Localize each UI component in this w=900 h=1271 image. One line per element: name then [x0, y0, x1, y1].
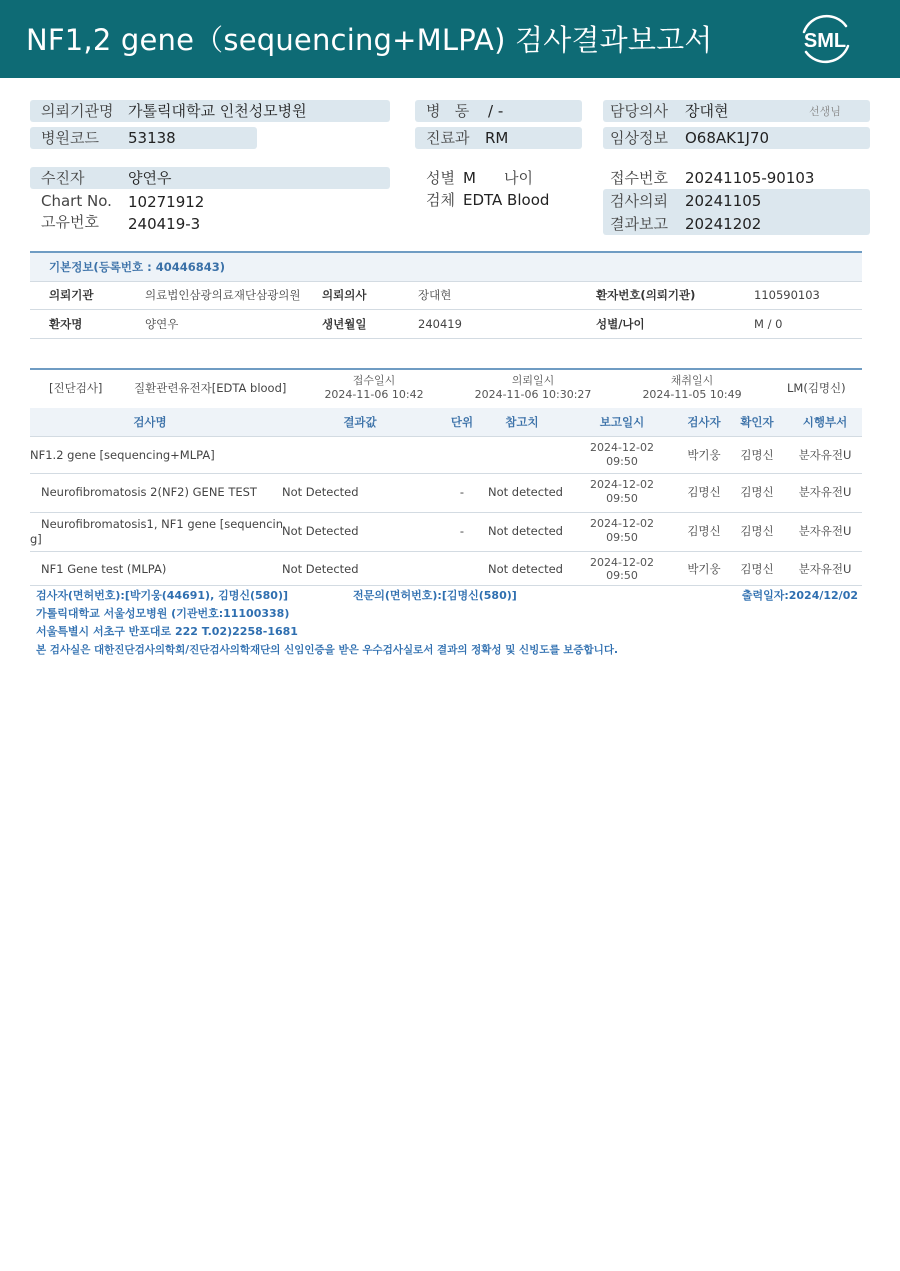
- basic-name-label: 환자명: [49, 317, 83, 331]
- col-test-name: 검사명: [133, 415, 167, 429]
- report-header: [0, 0, 900, 78]
- col-report-date: 보고일시: [599, 415, 645, 429]
- row-tester: 박기웅: [687, 562, 721, 576]
- col-ref: 참고치: [505, 415, 539, 429]
- diag-receipt-value: 2024-11-06 10:42: [324, 388, 424, 401]
- footer-hospital: 가톨릭대학교 서울성모병원 (기관번호:11100338): [36, 607, 290, 620]
- age-label: 나이: [504, 169, 533, 187]
- row-dept: 분자유전U: [798, 524, 852, 538]
- row-confirmer: 김명신: [740, 562, 774, 576]
- sex-label: 성별: [426, 169, 455, 187]
- diag-type: [진단검사]: [49, 381, 103, 395]
- basic-org-value: 의료법인삼광의료재단삼광의원: [145, 288, 301, 302]
- results-header-line: [30, 436, 862, 437]
- receipt-value: 20241105-90103: [685, 169, 815, 187]
- row-tester: 박기웅: [687, 448, 721, 462]
- receipt-label: 접수번호: [610, 169, 668, 187]
- row-report-time: 09:50: [606, 531, 638, 544]
- doctor-value: 장대현: [685, 102, 729, 120]
- footer-testers: 검사자(면허번호):[박기웅(44691), 김명신(580)]: [36, 589, 288, 602]
- hosp-code-value: 53138: [128, 129, 176, 147]
- request-label: 검사의뢰: [610, 192, 668, 210]
- unique-value: 240419-3: [128, 215, 201, 233]
- row-confirmer: 김명신: [740, 524, 774, 538]
- ward-value: / -: [488, 102, 504, 120]
- row-report-date: 2024-12-02: [590, 441, 654, 454]
- basic-birth-label: 생년월일: [322, 317, 367, 331]
- diag-collect-label: 채취일시: [670, 374, 714, 387]
- basic-pid-value: 110590103: [754, 288, 820, 302]
- row-ref: Not detected: [488, 485, 563, 499]
- basic-title: 기본정보(등록번호 : 40446843): [49, 260, 226, 274]
- diag-receipt-label: 접수일시: [352, 374, 396, 387]
- basic-line-3: [30, 338, 862, 339]
- basic-doc-label: 의뢰의사: [322, 288, 367, 302]
- req-org-value: 가톨릭대학교 인천성모병원: [128, 102, 307, 120]
- row-confirmer: 김명신: [740, 448, 774, 462]
- request-value: 20241105: [685, 192, 762, 210]
- row-line-3: [30, 585, 862, 586]
- diag-lm: LM(김명신): [787, 381, 846, 395]
- basic-line-1: [30, 281, 862, 282]
- specimen-value: EDTA Blood: [463, 191, 550, 209]
- report-label: 결과보고: [610, 215, 668, 233]
- basic-pid-label: 환자번호(의뢰기관): [596, 288, 696, 302]
- diag-top-line: [30, 368, 862, 370]
- row-dept: 분자유전U: [798, 485, 852, 499]
- row-report-time: 09:50: [606, 455, 638, 468]
- row-report-date: 2024-12-02: [590, 478, 654, 491]
- row-report-time: 09:50: [606, 492, 638, 505]
- hosp-code-label: 병원코드: [41, 129, 99, 147]
- row-line-0: [30, 473, 862, 474]
- patient-value: 양연우: [128, 169, 172, 187]
- footer-specialist: 전문의(면허번호):[김명신(580)]: [353, 589, 517, 602]
- row-line-2: [30, 551, 862, 552]
- doctor-suffix: 선생님: [809, 105, 841, 118]
- col-dept: 시행부서: [802, 415, 848, 429]
- specimen-label: 검체: [426, 191, 455, 209]
- dept-value: RM: [485, 129, 509, 147]
- row-dept: 분자유전U: [798, 562, 852, 576]
- footer-print-date: 출력일자:2024/12/02: [741, 589, 858, 602]
- row-dept: 분자유전U: [798, 448, 852, 462]
- chart-label: Chart No.: [41, 192, 112, 210]
- chart-value: 10271912: [128, 193, 205, 211]
- row-tester: 김명신: [687, 524, 721, 538]
- basic-birth-value: 240419: [418, 317, 462, 331]
- unique-label: 고유번호: [41, 213, 99, 231]
- basic-sexage-label: 성별/나이: [596, 317, 645, 331]
- diag-request-label: 의뢰일시: [511, 374, 555, 387]
- row-test-name: NF1 Gene test (MLPA): [41, 562, 167, 576]
- basic-name-value: 양연우: [145, 317, 179, 331]
- basic-org-label: 의뢰기관: [49, 288, 94, 302]
- basic-line-2: [30, 309, 862, 310]
- diag-test: 질환관련유전자[EDTA blood]: [134, 381, 287, 395]
- patient-label: 수진자: [41, 169, 85, 187]
- row-ref: Not detected: [488, 524, 563, 538]
- row-report-date: 2024-12-02: [590, 556, 654, 569]
- row-test-name: NF1.2 gene [sequencing+MLPA]: [30, 448, 215, 462]
- report-title: NF1,2 gene（sequencing+MLPA) 검사결과보고서: [26, 23, 713, 57]
- diag-collect-value: 2024-11-05 10:49: [642, 388, 742, 401]
- row-unit: -: [459, 485, 465, 499]
- col-tester: 검사자: [687, 415, 721, 429]
- col-result: 결과값: [343, 415, 377, 429]
- row-line-1: [30, 512, 862, 513]
- footer-certification: 본 검사실은 대한진단검사의학회/진단검사의학재단의 신임인증을 받은 우수검사실로서 결과의 정확성 및 신빙도를 보증합니다.: [36, 644, 618, 656]
- clinical-value: O68AK1J70: [685, 129, 770, 147]
- basic-sexage-value: M / 0: [754, 317, 783, 331]
- row-report-time: 09:50: [606, 569, 638, 582]
- dept-label: 진료과: [426, 129, 470, 147]
- row-test-name: Neurofibromatosis 2(NF2) GENE TEST: [41, 485, 257, 499]
- row-result: Not Detected: [282, 485, 359, 499]
- row-result: Not Detected: [282, 562, 359, 576]
- sml-logo-text: SML: [803, 30, 847, 52]
- row-confirmer: 김명신: [740, 485, 774, 499]
- req-org-label: 의뢰기관명: [41, 102, 114, 120]
- row-report-date: 2024-12-02: [590, 517, 654, 530]
- row-ref: Not detected: [488, 562, 563, 576]
- row-test-name: Neurofibromatosis1, NF1 gene [sequencin: [41, 517, 284, 531]
- sex-value: M: [463, 169, 476, 187]
- report-value: 20241202: [685, 215, 762, 233]
- clinical-label: 임상정보: [610, 129, 668, 147]
- doctor-label: 담당의사: [610, 102, 668, 120]
- ward-label: 병 동: [426, 102, 470, 120]
- footer-address: 서울특별시 서초구 반포대로 222 T.02)2258-1681: [36, 625, 298, 638]
- row-unit: -: [459, 524, 465, 538]
- row-tester: 김명신: [687, 485, 721, 499]
- col-unit: 단위: [450, 415, 474, 429]
- basic-doc-value: 장대현: [418, 288, 452, 302]
- diag-request-value: 2024-11-06 10:30:27: [474, 388, 592, 401]
- col-confirmer: 확인자: [740, 415, 774, 429]
- row-result: Not Detected: [282, 524, 359, 538]
- sml-logo: [796, 12, 856, 66]
- row-test-name-wrap: g]: [30, 532, 42, 546]
